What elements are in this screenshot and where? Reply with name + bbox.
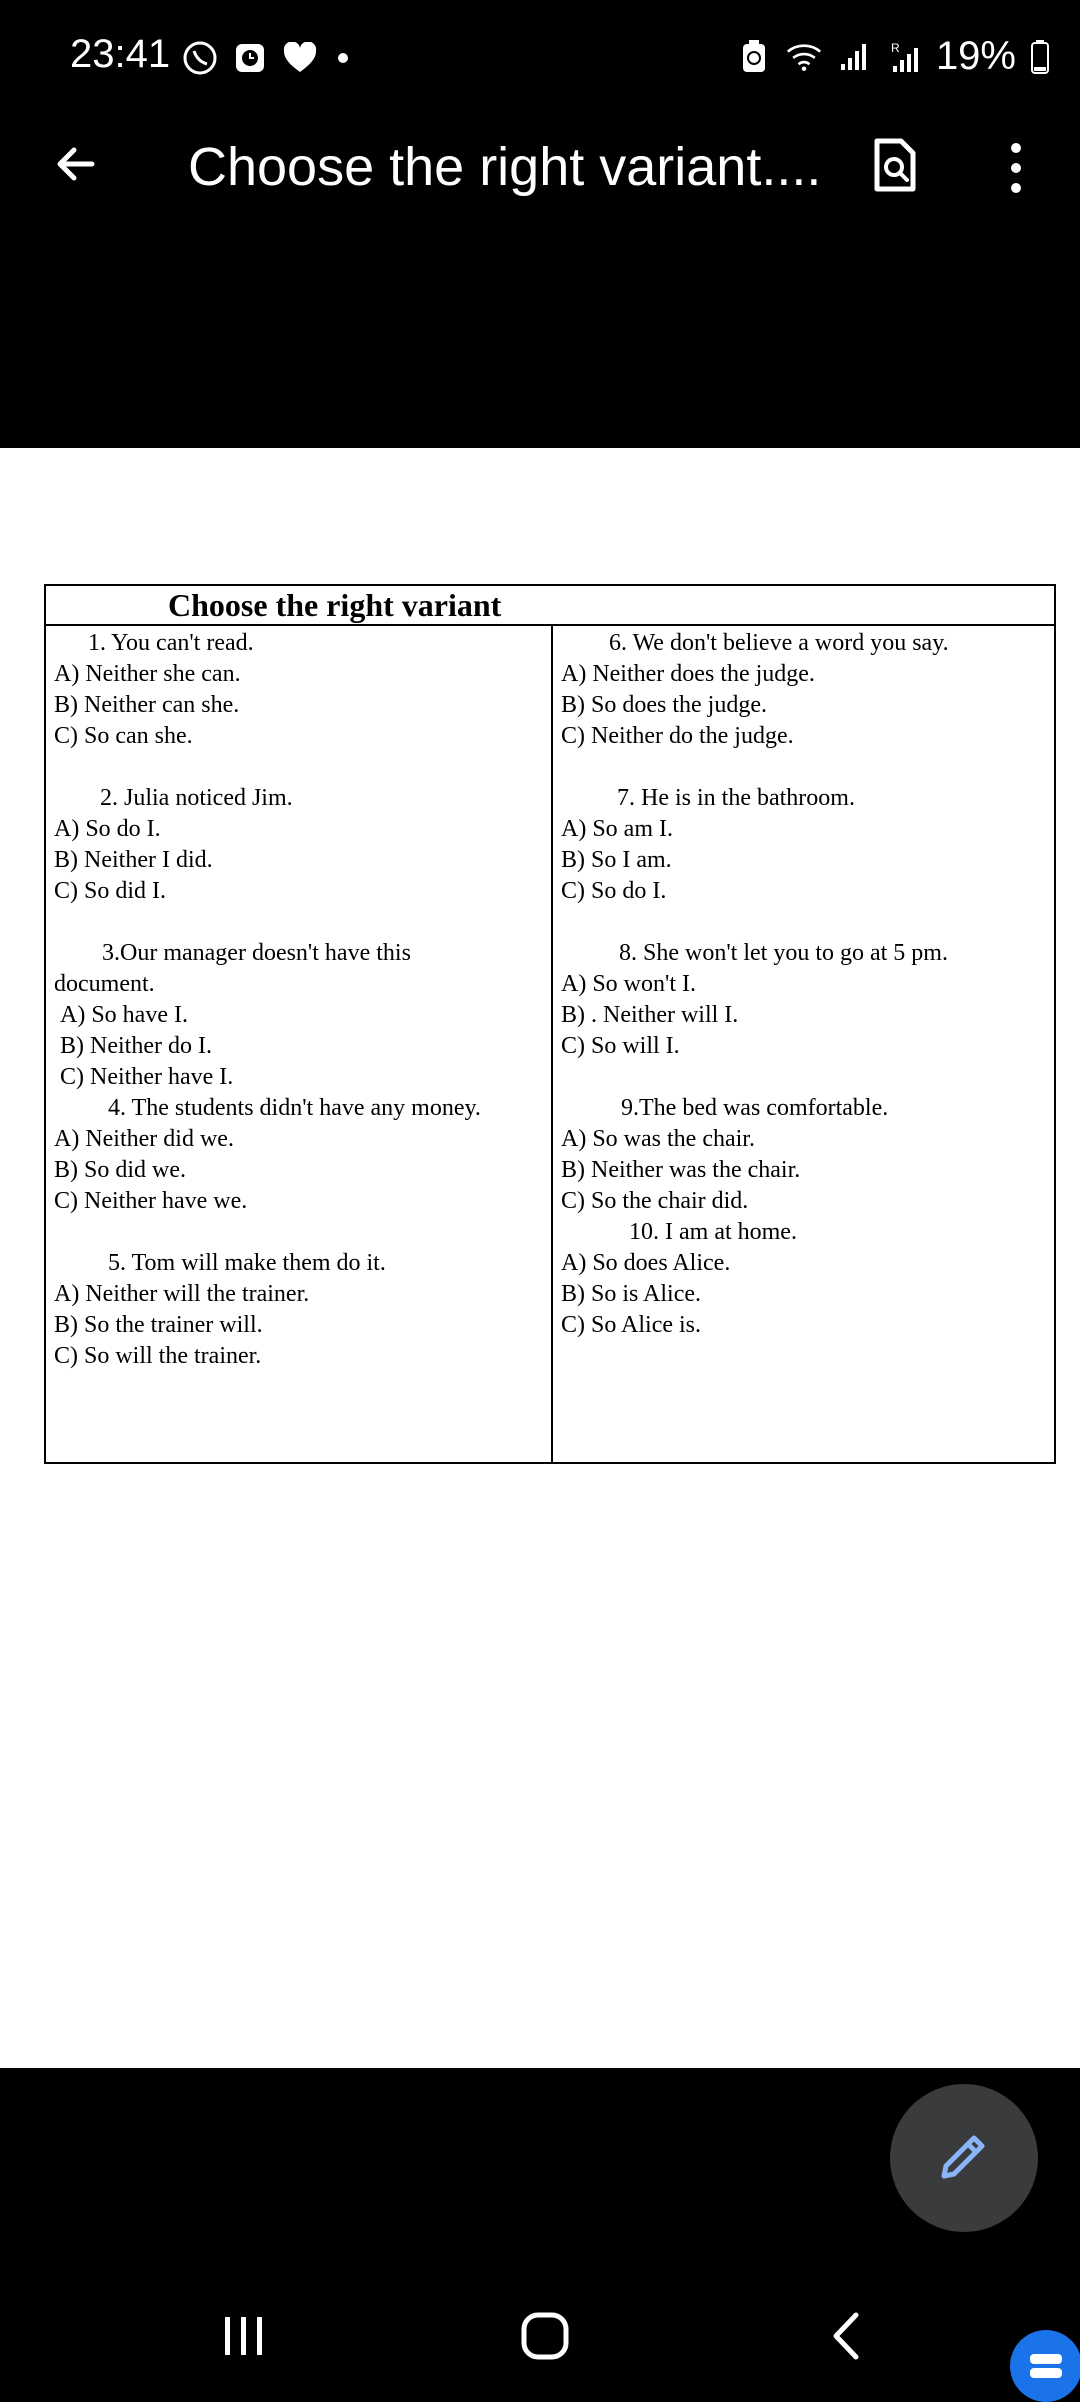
option: A) Neither will the trainer.	[54, 1281, 310, 1307]
option: C) So can she.	[54, 723, 193, 749]
option: C) Neither have we.	[54, 1188, 248, 1214]
home-icon[interactable]	[505, 2306, 585, 2366]
battery-percent: 19%	[935, 34, 1016, 78]
option: C) So will the trainer.	[54, 1343, 262, 1369]
question-3-continued: document.	[54, 971, 155, 997]
app-bar	[0, 120, 1080, 270]
left-column	[46, 626, 553, 1462]
worksheet-columns	[46, 626, 1054, 1462]
option: C) Neither do the judge.	[561, 723, 794, 749]
recents-icon[interactable]	[204, 2306, 284, 2366]
option: B) Neither can she.	[54, 692, 240, 718]
option: B) So did we.	[54, 1157, 186, 1183]
question-10: 10. I am at home.	[629, 1219, 797, 1245]
wifi-icon	[786, 39, 822, 75]
document-search-icon[interactable]	[862, 130, 926, 200]
pencil-icon	[936, 2128, 992, 2189]
status-bar	[0, 0, 1080, 120]
option: A) So won't I.	[561, 971, 696, 997]
page-title: Choose the right variant....	[188, 137, 822, 197]
heart-icon	[282, 40, 318, 76]
edit-button[interactable]	[890, 2084, 1038, 2232]
option: A) Neither does the judge.	[561, 661, 815, 687]
question-7: 7. He is in the bathroom.	[617, 785, 855, 811]
question-6: 6. We don't believe a word you say.	[609, 630, 949, 656]
option: B) So the trainer will.	[54, 1312, 263, 1338]
question-1: 1. You can't read.	[88, 630, 254, 656]
viber-icon	[182, 40, 218, 76]
notification-icons	[182, 40, 348, 76]
option: B) Neither I did.	[54, 847, 213, 873]
question-4: 4. The students didn't have any money.	[108, 1095, 481, 1121]
option: C) So the chair did.	[561, 1188, 749, 1214]
floating-menu-icon[interactable]	[1010, 2330, 1080, 2402]
document-viewer[interactable]	[0, 448, 1080, 2068]
arrow-back-icon[interactable]	[44, 132, 108, 196]
question-8: 8. She won't let you to go at 5 pm.	[619, 940, 948, 966]
option: A) So do I.	[54, 816, 161, 842]
clock-app-icon	[232, 40, 268, 76]
svg-text:R: R	[890, 40, 900, 55]
signal-icon	[836, 39, 872, 75]
option: B) . Neither will I.	[561, 1002, 739, 1028]
right-column	[553, 626, 1054, 1462]
option: B) So does the judge.	[561, 692, 767, 718]
roaming-signal-icon	[886, 39, 922, 75]
battery-icon	[1030, 39, 1050, 75]
option: C) So will I.	[561, 1033, 680, 1059]
option: C) So did I.	[54, 878, 167, 904]
option: A) So was the chair.	[561, 1126, 755, 1152]
question-2: 2. Julia noticed Jim.	[100, 785, 293, 811]
navigation-bar	[0, 2260, 1080, 2400]
option: A) Neither did we.	[54, 1126, 234, 1152]
option: C) So do I.	[561, 878, 667, 904]
option: A) So am I.	[561, 816, 673, 842]
question-9: 9.The bed was comfortable.	[621, 1095, 889, 1121]
option: B) Neither was the chair.	[561, 1157, 801, 1183]
option: B) Neither do I.	[60, 1033, 212, 1059]
option: A) Neither she can.	[54, 661, 241, 687]
system-status-icons	[736, 34, 1050, 79]
more-notifications-dot	[338, 53, 348, 63]
option: C) So Alice is.	[561, 1312, 702, 1338]
status-time: 23:41	[70, 32, 171, 76]
nav-back-icon[interactable]	[806, 2306, 886, 2366]
worksheet	[44, 584, 1056, 1464]
more-vert-icon[interactable]	[990, 136, 1042, 200]
worksheet-title: Choose the right variant	[46, 586, 1054, 626]
question-5: 5. Tom will make them do it.	[108, 1250, 386, 1276]
option: C) Neither have I.	[60, 1064, 234, 1090]
option: B) So is Alice.	[561, 1281, 702, 1307]
question-3: 3.Our manager doesn't have this	[102, 940, 411, 966]
option: A) So have I.	[60, 1002, 188, 1028]
option: B) So I am.	[561, 847, 672, 873]
battery-saver-icon	[736, 39, 772, 75]
option: A) So does Alice.	[561, 1250, 731, 1276]
